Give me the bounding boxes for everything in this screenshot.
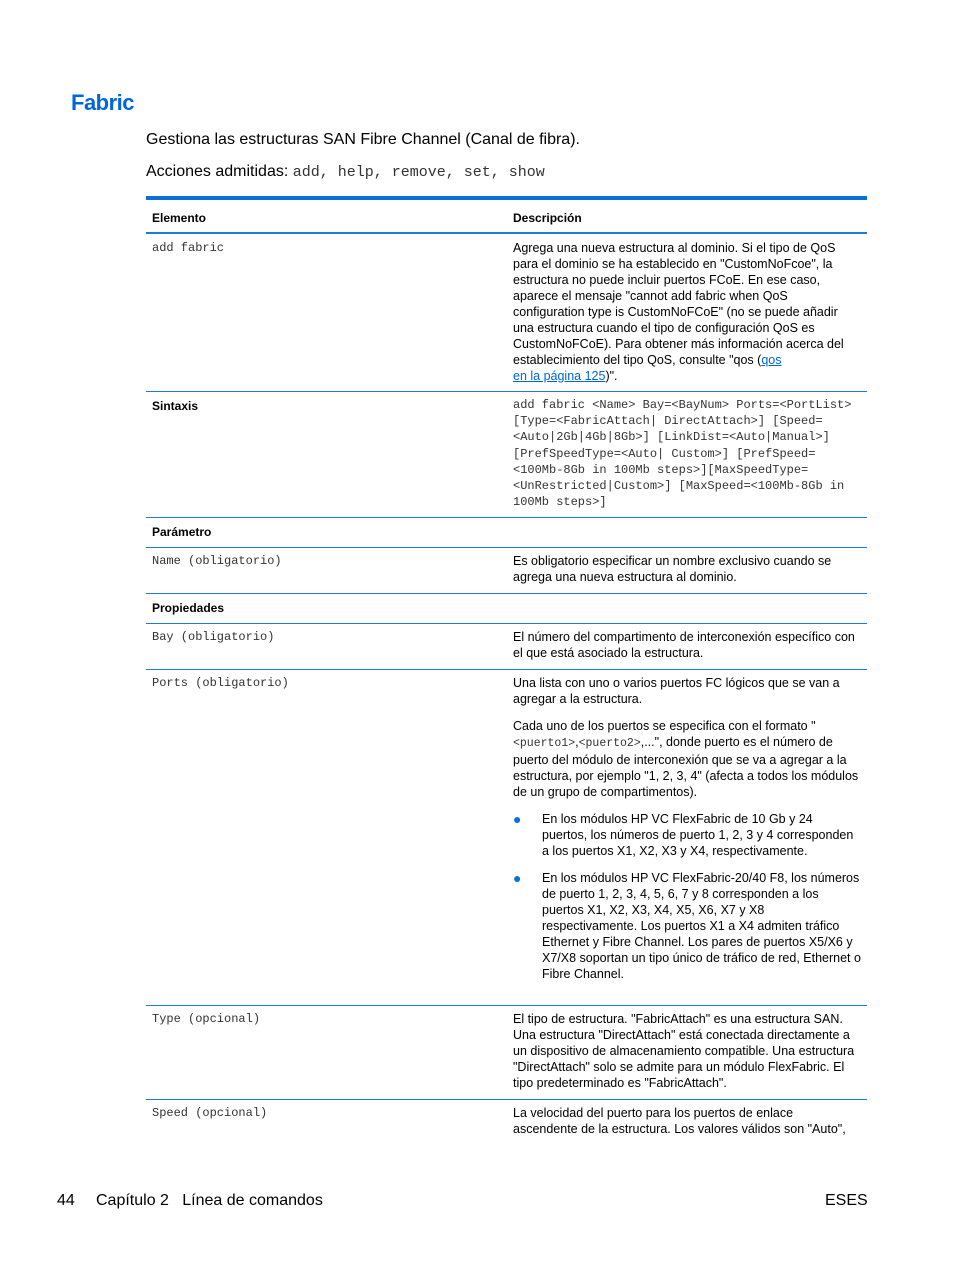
table-row-syntax — [146, 392, 867, 518]
properties-label: Propiedades — [152, 601, 225, 615]
ports-format-code-2: <puerto2> — [578, 737, 641, 750]
add-fabric-description — [507, 234, 867, 391]
add-fabric-desc-end: )". — [605, 369, 618, 383]
footer-language-code: ESES — [825, 1192, 868, 1209]
qos-link[interactable]: qos — [761, 353, 782, 367]
table-row-parameter — [146, 518, 867, 548]
section-heading: Fabric — [71, 90, 135, 115]
ports-format-code-1: <puerto1> — [513, 737, 576, 750]
bullet-icon: ● — [513, 870, 522, 886]
add-fabric-desc-text: Agrega una nueva estructura al dominio. Si el tipo de QoS para el dominio se ha establecido en "CustomNoFcoe", la estructura no puede incluir puertos FCoE. En ese caso, aparece el mensaje "cannot add fabric when QoS configuration type is CustomNoFCoE" (no se puede añadir una estructura cuando el tipo de configuración QoS es CustomNoFCoE). Para obtener más información acerca del establecimiento del tipo QoS, consulte "qos ( — [513, 241, 844, 367]
ports-description — [507, 670, 867, 1005]
supported-actions — [146, 163, 545, 181]
ports-format-comma: , — [575, 735, 579, 749]
type-element: Type (opcional) — [152, 1012, 261, 1026]
properties-empty — [507, 594, 867, 623]
syntax-code: add fabric <Name> Bay=<BayNum> Ports=<PortList> [Type=<FabricAttach| DirectAttach>] [Speed=<Auto|2Gb|4Gb|8Gb>] [LinkDist=<Auto|Manual>][PrefSpeedType=<Auto| Custom>] [PrefSpeed=<100Mb-8Gb in 100Mb steps>][MaxSpeedType=<UnRestricted|Custom>] [MaxSpeed=<100Mb-8Gb in 100Mb steps>] — [513, 398, 852, 510]
bay-description: El número del compartimento de interconexión específico con el que está asociado la estructura. — [513, 630, 855, 660]
actions-colon: : — [283, 163, 293, 180]
ports-format-rest: ,...", donde puerto es el número de puerto del módulo de interconexión que se va a agregar a la estructura, por ejemplo "1, 2, 3, 4" (afecta a todos los módulos de un grupo de compartimentos). — [513, 735, 859, 799]
table-row-type — [146, 1006, 867, 1100]
speed-element: Speed (opcional) — [152, 1106, 268, 1120]
parameter-label: Parámetro — [152, 525, 212, 539]
name-description: Es obligatorio especificar un nombre exclusivo cuando se agrega una nueva estructura al dominio. — [513, 554, 832, 584]
page-number: 44 — [57, 1192, 75, 1209]
syntax-label: Sintaxis — [152, 399, 199, 413]
ports-desc-paragraph-1: Una lista con uno o varios puertos FC lógicos que se van a agregar a la estructura. — [513, 676, 840, 706]
table-header-row — [146, 200, 867, 234]
bullet-text: En los módulos HP VC FlexFabric de 10 Gb y 24 puertos, los números de puerto 1, 2, 3 y 4 corresponden a los puertos X1, X2, X3 y X4, respectivamente. — [542, 812, 854, 858]
speed-description: La velocidad del puerto para los puertos de enlace ascendente de la estructura. Los valores válidos son "Auto", — [513, 1106, 846, 1136]
bay-element: Bay (obligatorio) — [152, 630, 275, 644]
ports-desc-paragraph-2 — [513, 718, 861, 800]
header-description: Descripción — [513, 211, 582, 225]
actions-commands: add, help, remove, set, show — [292, 164, 545, 181]
bullet-icon: ● — [513, 811, 522, 827]
chapter-title: Capítulo 2 Línea de comandos — [96, 1192, 323, 1209]
list-item — [513, 870, 861, 982]
table-row-add-fabric — [146, 234, 867, 392]
command-table — [146, 196, 867, 1145]
table-row-properties — [146, 594, 867, 624]
header-element: Elemento — [152, 211, 207, 225]
qos-page-link[interactable]: en la página 125 — [513, 369, 606, 383]
bullet-text: En los módulos HP VC FlexFabric-20/40 F8, los números de puerto 1, 2, 3, 4, 5, 6, 7 y 8 corresponden a los puertos X1, X2, X3, X4, X5, X6, X7 y X8 respectivamente. Los puertos X1 a X4 admiten tráfico Ethernet y Fibre Channel. Los pares de puertos X5/X6 y X7/X8 soportan un tipo único de tráfico de red, Ethernet o Fibre Channel. — [542, 871, 861, 981]
actions-label: Acciones admitidas — [146, 163, 284, 180]
name-element: Name (obligatorio) — [152, 554, 282, 568]
table-row-name — [146, 548, 867, 594]
ports-element: Ports (obligatorio) — [152, 676, 289, 690]
table-row-bay — [146, 624, 867, 670]
list-item — [513, 811, 861, 859]
ports-format-text: Cada uno de los puertos se especifica con el formato " — [513, 719, 816, 733]
add-fabric-element: add fabric — [152, 241, 225, 255]
intro-text: Gestiona las estructuras SAN Fibre Channel (Canal de fibra). — [146, 131, 580, 148]
table-row-ports — [146, 670, 867, 1006]
parameter-empty — [507, 518, 867, 547]
table-row-speed — [146, 1100, 867, 1145]
type-description: El tipo de estructura. "FabricAttach" es una estructura SAN. Una estructura "DirectAttach" está conectada directamente a un dispositivo de almacenamiento compatible. Una estructura "DirectAttach" solo se admite para un módulo FlexFabric. El tipo predeterminado es "FabricAttach". — [513, 1012, 855, 1090]
